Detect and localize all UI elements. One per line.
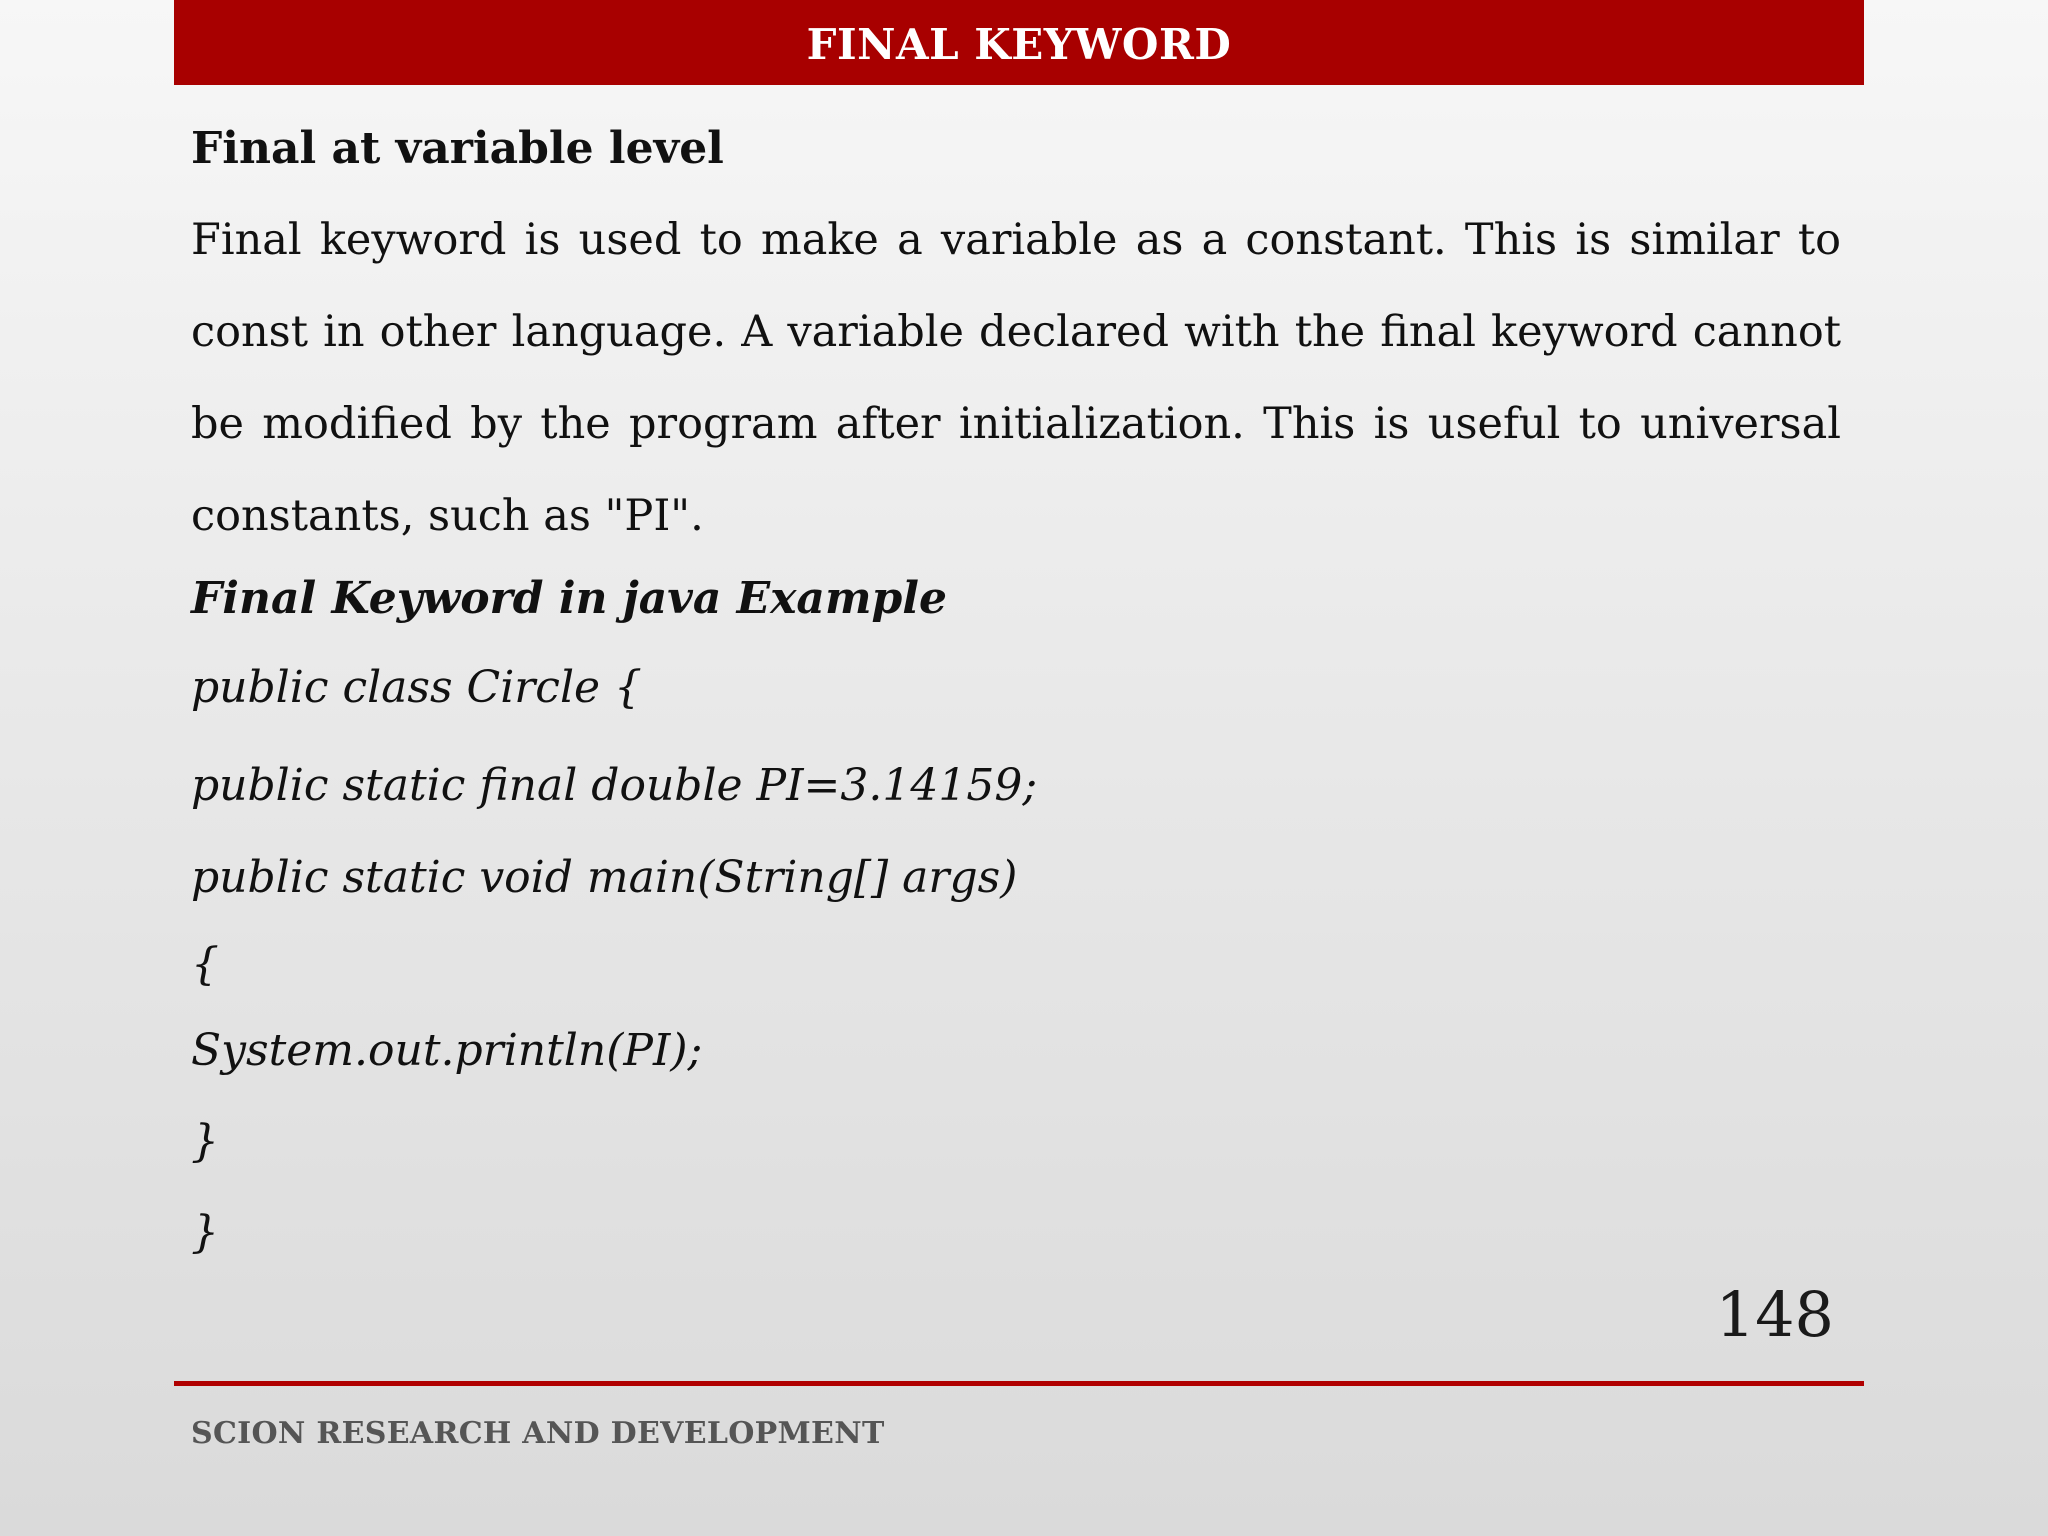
section-heading: Final at variable level (191, 123, 724, 174)
code-line: public static void main(String[] args) (191, 852, 1018, 903)
page-number: 148 (1715, 1278, 1834, 1351)
title-bar (174, 0, 1864, 85)
code-line: public static final double PI=3.14159; (191, 760, 1038, 811)
body-paragraph: Final keyword is used to make a variable as a constant. This is similar to const in other language. A variable declared with the final keyword cannot be modified by the program after initialization. This is useful to universal constants, such as "PI". (191, 215, 1841, 541)
code-line: System.out.println(PI); (191, 1025, 703, 1076)
code-line: { (191, 939, 219, 990)
code-block (191, 657, 1841, 1264)
slide-content (191, 118, 1841, 1264)
footer-organization: SCION RESEARCH AND DEVELOPMENT (191, 1416, 885, 1451)
slide-title: FINAL KEYWORD (806, 20, 1232, 69)
code-line: public class Circle { (191, 662, 643, 713)
code-line: } (191, 1116, 219, 1167)
code-line: } (191, 1207, 219, 1258)
footer-divider (174, 1381, 1864, 1386)
example-heading: Final Keyword in java Example (191, 573, 947, 624)
